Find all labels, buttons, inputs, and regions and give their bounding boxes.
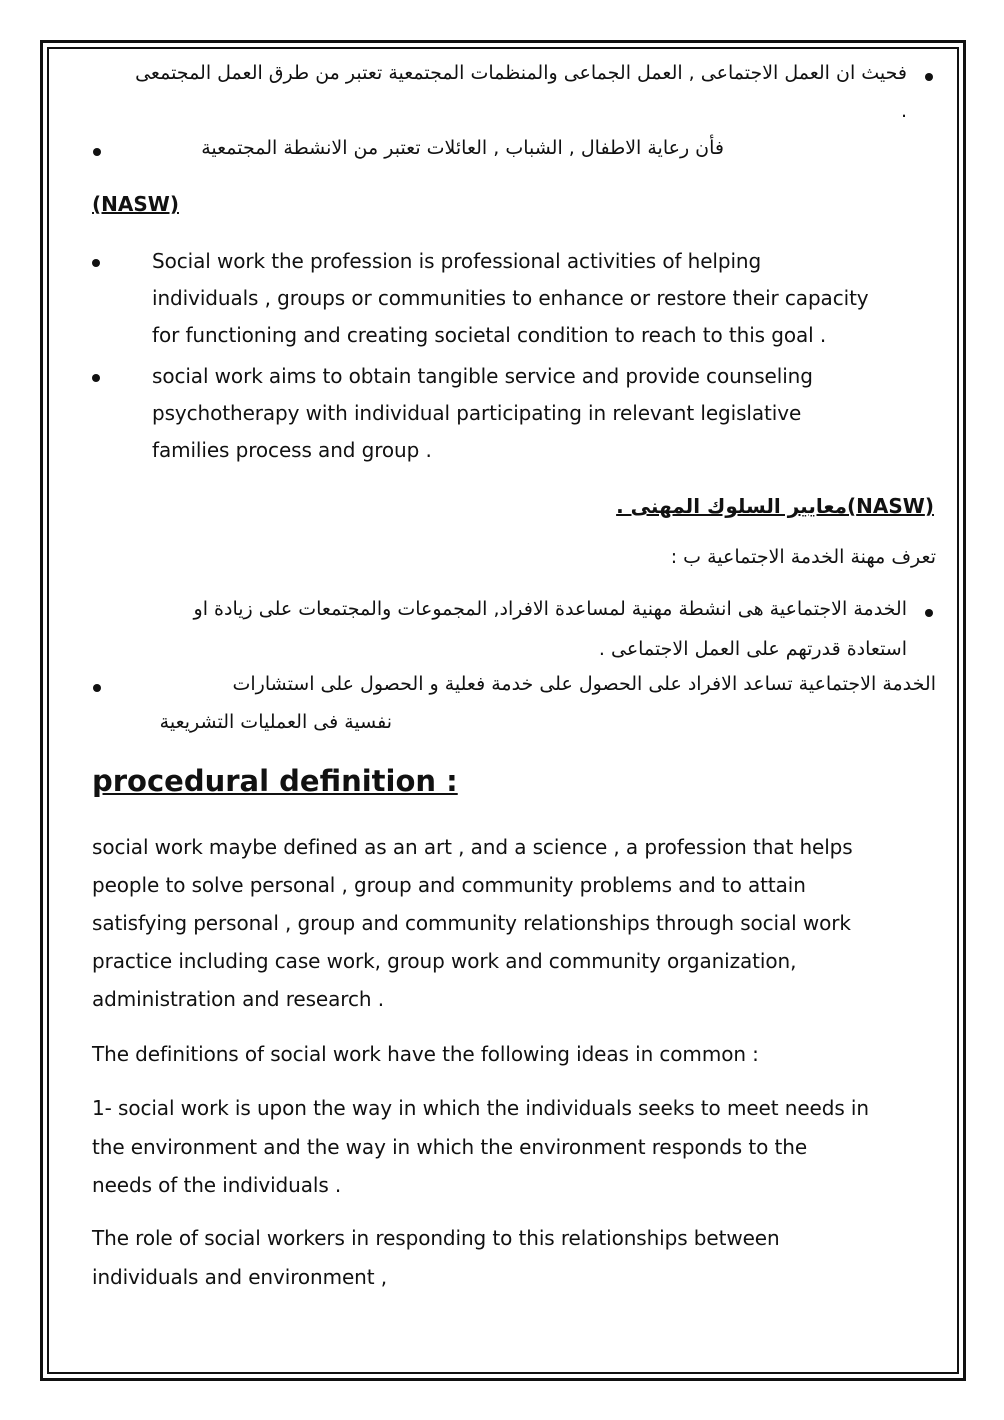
bullet-dot bbox=[93, 148, 101, 156]
english-bullet-2 bbox=[152, 358, 813, 469]
bullet-dot bbox=[925, 73, 933, 81]
arabic-line-1: فحيث ان العمل الاجتماعى , العمل الجماعى والمنظمات المجتمعية تعتبر من طرق العمل المجتمعى bbox=[135, 62, 907, 84]
text-line: individuals , groups or communities to enhance or restore their capacity bbox=[152, 286, 869, 310]
text-line: families process and group . bbox=[152, 438, 432, 462]
bullet-dot bbox=[925, 609, 933, 617]
text-line: people to solve personal , group and community problems and to attain bbox=[92, 873, 806, 897]
text-line: social work aims to obtain tangible service and provide counseling bbox=[152, 364, 813, 388]
bullet-dot bbox=[92, 259, 100, 267]
arabic-bullet-1-line-2: استعادة قدرتهم على العمل الاجتماعى . bbox=[598, 638, 907, 660]
text-line: needs of the individuals . bbox=[92, 1173, 342, 1197]
arabic-bullet-2-line-2: نفسية فى العمليات التشريعية bbox=[159, 711, 392, 733]
nasw-label: (NASW) bbox=[92, 192, 179, 216]
text-line: psychotherapy with individual participating in relevant legislative bbox=[152, 401, 802, 425]
arabic-bullet-1-line-1: الخدمة الاجتماعية هى انشطة مهنية لمساعدة الافراد, المجموعات والمجتمعات على زيادة او bbox=[193, 598, 907, 620]
arabic-line-2: فأن رعاية الاطفال , الشباب , العائلات تعتبر من الانشطة المجتمعية bbox=[201, 137, 724, 159]
point-1 bbox=[92, 1089, 869, 1205]
common-ideas-intro: The definitions of social work have the following ideas in common : bbox=[92, 1042, 759, 1066]
arabic-bullet-2-line-1: الخدمة الاجتماعية تساعد الافراد على الحصول على خدمة فعلية و الحصول على استشارات bbox=[232, 673, 936, 695]
procedural-paragraph bbox=[92, 828, 853, 1018]
text-line: The role of social workers in responding to this relationships between bbox=[92, 1226, 780, 1250]
text-line: social work maybe defined as an art , and a science , a profession that helps bbox=[92, 835, 853, 859]
text-line: satisfying personal , group and community relationships through social work bbox=[92, 911, 851, 935]
bullet-dot bbox=[93, 684, 101, 692]
text-line: Social work the profession is professional activities of helping bbox=[152, 249, 762, 273]
english-bullet-1 bbox=[152, 243, 869, 354]
arabic-intro: تعرف مهنة الخدمة الاجتماعية ب : bbox=[670, 546, 936, 568]
text-line: the environment and the way in which the environment responds to the bbox=[92, 1134, 808, 1159]
role-paragraph bbox=[92, 1219, 780, 1297]
bullet-dot bbox=[92, 374, 100, 382]
text-line: for functioning and creating societal condition to reach to this goal . bbox=[152, 323, 827, 347]
arabic-section-heading: (NASW)معايير السلوك المهنى . bbox=[616, 494, 934, 518]
procedural-heading: procedural definition : bbox=[92, 764, 458, 798]
arabic-line-1-cont: . bbox=[900, 100, 907, 122]
text-line: 1- social work is upon the way in which the individuals seeks to meet needs in bbox=[92, 1096, 869, 1120]
text-line: individuals and environment , bbox=[92, 1265, 388, 1289]
text-line: administration and research . bbox=[92, 987, 384, 1011]
text-line: practice including case work, group work and community organization, bbox=[92, 949, 797, 973]
